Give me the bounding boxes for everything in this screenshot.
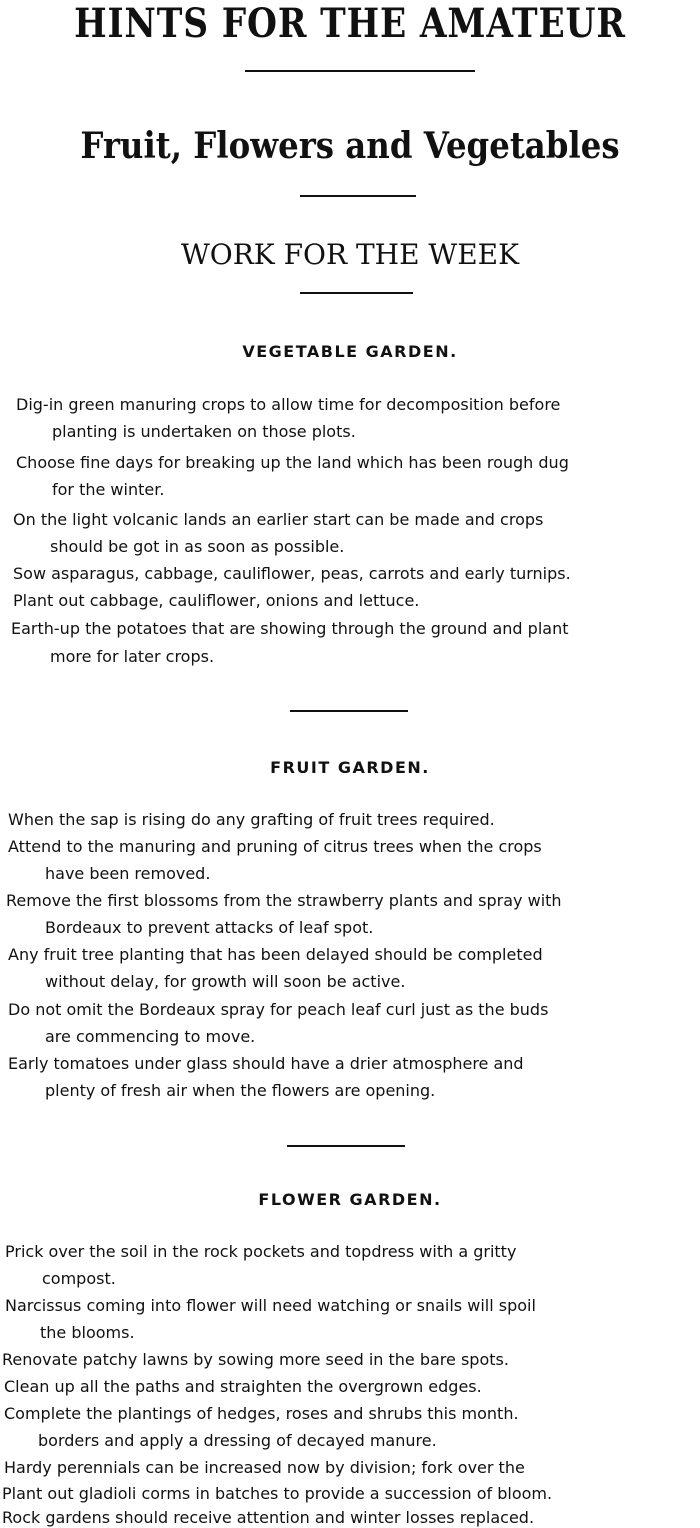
item-line: Prick over the soil in the rock pockets and topdress with a gritty (5, 1242, 517, 1261)
item-line: Choose fine days for breaking up the land which has been rough dug (16, 453, 569, 472)
section-heading-fruit: FRUIT GARDEN. (270, 758, 430, 777)
item-line: Narcissus coming into flower will need watching or snails will spoil (5, 1296, 536, 1315)
divider (287, 1145, 405, 1147)
item-line: When the sap is rising do any grafting of fruit trees required. (8, 810, 495, 829)
item-line: On the light volcanic lands an earlier start can be made and crops (13, 510, 544, 529)
item-line-continued: plenty of fresh air when the flowers are opening. (45, 1081, 436, 1100)
item-line: Sow asparagus, cabbage, cauliflower, peas, carrots and early turnips. (13, 564, 571, 583)
item-line: Plant out gladioli corms in batches to provide a succession of bloom. (2, 1484, 553, 1503)
item-line-continued: Bordeaux to prevent attacks of leaf spot. (45, 918, 374, 937)
divider (245, 70, 475, 72)
item-line-continued: compost. (42, 1269, 116, 1288)
page-title: HINTS FOR THE AMATEUR (74, 0, 626, 47)
divider (300, 195, 416, 197)
item-line: Plant out cabbage, cauliflower, onions and lettuce. (13, 591, 420, 610)
item-line-continued: for the winter. (52, 480, 165, 499)
item-line: Renovate patchy lawns by sowing more seed in the bare spots. (2, 1350, 509, 1369)
item-line-continued: are commencing to move. (45, 1027, 256, 1046)
work-heading: WORK FOR THE WEEK (180, 238, 519, 271)
item-line: Earth-up the potatoes that are showing through the ground and plant (11, 619, 569, 638)
item-line: Do not omit the Bordeaux spray for peach leaf curl just as the buds (8, 1000, 549, 1019)
item-line-continued: planting is undertaken on those plots. (52, 422, 356, 441)
item-line: Hardy perennials can be increased now by division; fork over the (4, 1458, 525, 1477)
item-line: Attend to the manuring and pruning of citrus trees when the crops (8, 837, 542, 856)
item-line-continued: the blooms. (40, 1323, 135, 1342)
section-heading-vegetable: VEGETABLE GARDEN. (242, 342, 458, 361)
item-line-continued: should be got in as soon as possible. (50, 537, 345, 556)
section-heading-flower: FLOWER GARDEN. (258, 1190, 442, 1209)
item-line: borders and apply a dressing of decayed manure. (38, 1431, 437, 1450)
item-line-continued: more for later crops. (50, 647, 215, 666)
item-line-continued: without delay, for growth will soon be active. (45, 972, 406, 991)
item-line: Dig-in green manuring crops to allow time for decomposition before (16, 395, 561, 414)
item-line-continued: have been removed. (45, 864, 211, 883)
item-line: Any fruit tree planting that has been delayed should be completed (8, 945, 543, 964)
page-subtitle: Fruit, Flowers and Vegetables (80, 125, 620, 167)
item-line: Complete the plantings of hedges, roses and shrubs this month. (4, 1404, 519, 1423)
item-line: Clean up all the paths and straighten the overgrown edges. (4, 1377, 482, 1396)
divider (290, 710, 408, 712)
item-line: Rock gardens should receive attention and winter losses replaced. (2, 1508, 535, 1527)
item-line: Remove the first blossoms from the strawberry plants and spray with (6, 891, 562, 910)
divider (300, 292, 413, 294)
item-line: Early tomatoes under glass should have a drier atmosphere and (8, 1054, 524, 1073)
